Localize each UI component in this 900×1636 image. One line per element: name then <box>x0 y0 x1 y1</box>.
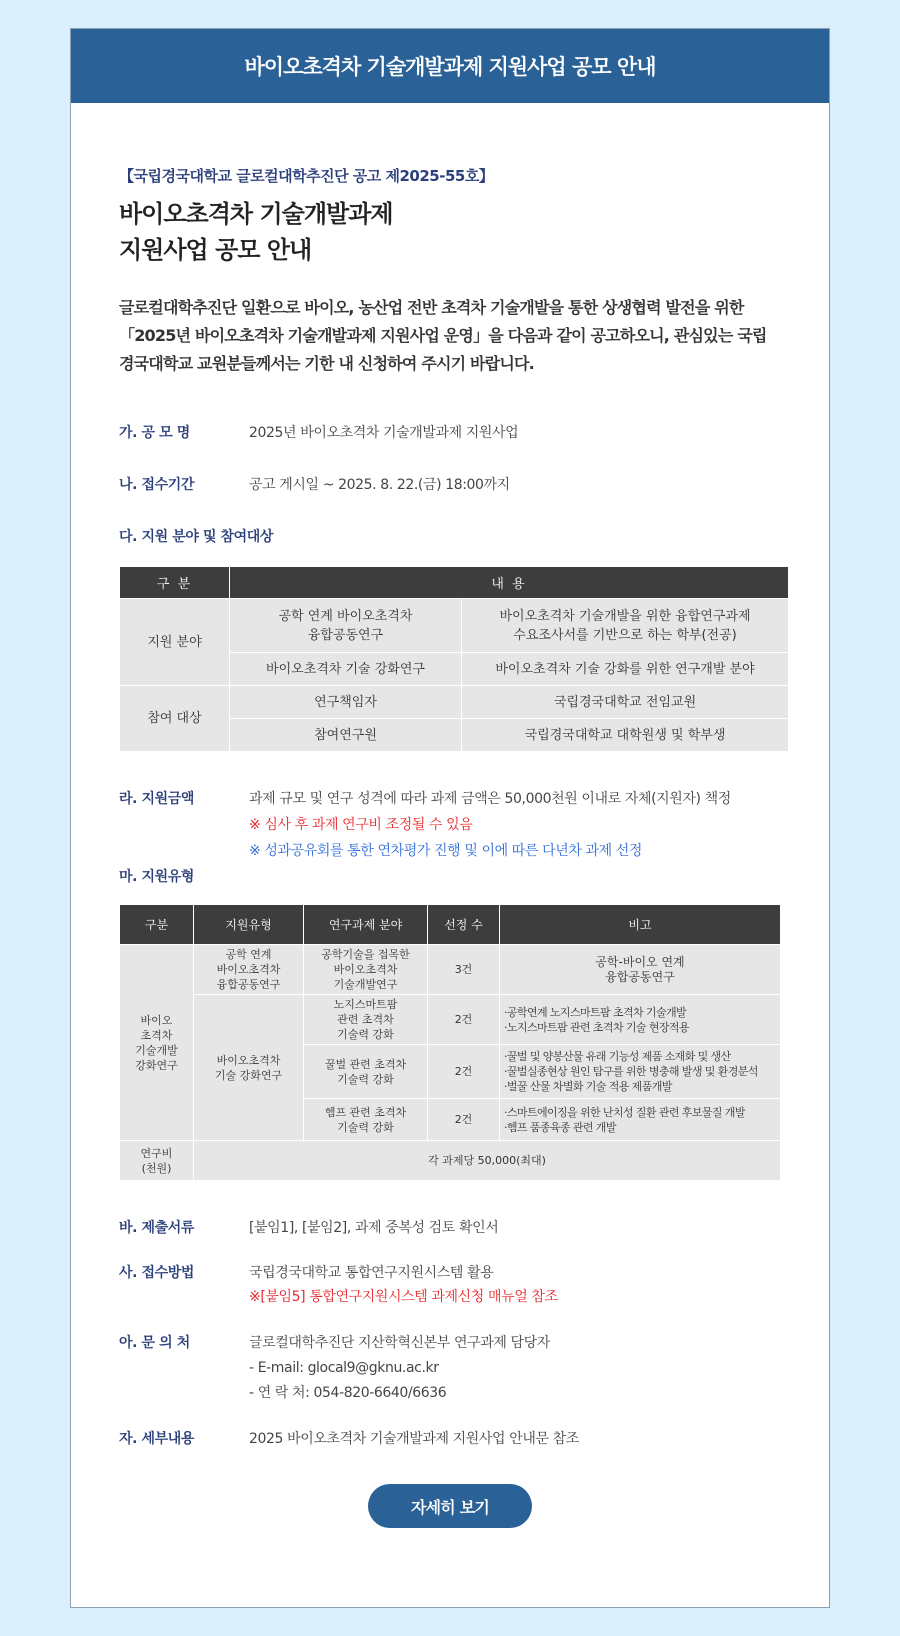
title-line2: 지원사업 공모 안내 <box>119 236 312 264</box>
table-cell: 연구책임자 <box>230 686 462 719</box>
table-header: 연구과제 분야 <box>304 905 428 945</box>
view-details-button[interactable]: 자세히 보기 <box>368 1484 532 1528</box>
header-bar <box>71 29 829 103</box>
table-cell: 바이오초격차 기술 강화연구 <box>194 995 304 1141</box>
table-cell: 공학-바이오 연계 융합공동연구 <box>500 945 781 995</box>
page-title <box>119 196 781 268</box>
table-cell: 2건 <box>428 995 500 1045</box>
section-sa <box>119 1261 781 1309</box>
section-value: 2025 바이오초격차 기술개발과제 지원사업 안내문 참조 <box>249 1431 579 1447</box>
table-cell: 꿀벌 관련 초격차 기술력 강화 <box>304 1045 428 1099</box>
section-ra <box>119 786 781 864</box>
intro-line1: 글로컬대학추진단 일환으로 바이오, 농산업 전반 초격차 기술개발을 통한 상생협력 발전을 위한 <box>119 298 744 317</box>
table-cell: 헴프 관련 초격차 기술력 강화 <box>304 1099 428 1141</box>
support-type-table <box>119 904 781 1181</box>
title-line1: 바이오초격차 기술개발과제 <box>119 200 393 228</box>
intro-text <box>119 294 781 378</box>
table-cell: 국립경국대학교 전임교원 <box>462 686 789 719</box>
budget-note-blue: ※ 성과공유회를 통한 연차평가 진행 및 이에 따른 다년차 과제 선정 <box>249 843 643 859</box>
table-cell: 참여 대상 <box>120 686 230 752</box>
table-cell: 2건 <box>428 1045 500 1099</box>
table-cell: 공학 연계 바이오초격차 융합공동연구 <box>230 599 462 653</box>
table-cell-category: 바이오 초격차 기술개발 강화연구 <box>120 945 194 1141</box>
table-cell: 연구비 (천원) <box>120 1141 194 1181</box>
section-ga <box>119 422 781 442</box>
section-value: 공고 게시일 ~ 2025. 8. 22.(금) 18:00까지 <box>249 477 510 493</box>
section-ja <box>119 1428 781 1448</box>
table-cell: 바이오초격차 기술 강화연구 <box>230 653 462 686</box>
section-value: 2025년 바이오초격차 기술개발과제 지원사업 <box>249 425 519 441</box>
section-label: 바. 제출서류 <box>119 1220 195 1236</box>
section-ba <box>119 1217 781 1237</box>
table-cell: 노지스마트팜 관련 초격차 기술력 강화 <box>304 995 428 1045</box>
intro-line2: 「2025년 바이오초격차 기술개발과제 지원사업 운영」을 다음과 같이 공고하오니, 관심있는 국립 <box>119 326 767 345</box>
table-cell: 공학기술을 접목한 바이오초격차 기술개발연구 <box>304 945 428 995</box>
contact-phone: - 연 락 처: 054-820-6640/6636 <box>249 1385 447 1401</box>
table-cell: ·꿀벌 및 양봉산물 유래 기능성 제품 소재화 및 생산 ·꿀벌실종현상 원인 탐구를 위한 병충해 발생 및 환경분석 ·벌꿀 산물 차별화 기술 적용 제품개발 <box>500 1045 781 1099</box>
table-header: 지원유형 <box>194 905 304 945</box>
section-label: 나. 접수기간 <box>119 477 195 493</box>
table-cell: 바이오초격차 기술 강화를 위한 연구개발 분야 <box>462 653 789 686</box>
budget-note-red: ※ 심사 후 과제 연구비 조정될 수 있음 <box>249 817 473 833</box>
table-cell: ·공학연계 노지스마트팜 초격차 기술개발 ·노지스마트팜 관련 초격차 기술 현장적용 <box>500 995 781 1045</box>
manual-note: ※[붙임5] 통합연구지원시스템 과제신청 매뉴얼 참조 <box>249 1289 558 1305</box>
table-cell: 각 과제당 50,000(최대) <box>194 1141 781 1181</box>
table-header: 내 용 <box>230 567 789 599</box>
table-cell: 바이오초격차 기술개발을 위한 융합연구과제 수요조사서를 기반으로 하는 학부(전공) <box>462 599 789 653</box>
header-title: 바이오초격차 기술개발과제 지원사업 공모 안내 <box>244 55 656 79</box>
section-value: 과제 규모 및 연구 성격에 따라 과제 금액은 50,000천원 이내로 자체(지원자) 책정 <box>249 791 731 807</box>
section-ma <box>119 866 781 886</box>
notice-card <box>70 28 830 1608</box>
table-header: 비고 <box>500 905 781 945</box>
section-label: 가. 공 모 명 <box>119 425 190 441</box>
support-field-table <box>119 566 789 752</box>
table-header: 구 분 <box>120 567 230 599</box>
section-na <box>119 474 781 494</box>
section-da <box>119 526 781 546</box>
table-cell: 국립경국대학교 대학원생 및 학부생 <box>462 719 789 752</box>
notice-number: 【국립경국대학교 글로컬대학추진단 공고 제2025-55호】 <box>119 167 494 185</box>
table-header: 선정 수 <box>428 905 500 945</box>
section-label: 마. 지원유형 <box>119 869 195 885</box>
section-value: [붙임1], [붙임2], 과제 중복성 검토 확인서 <box>249 1220 499 1236</box>
section-value: 글로컬대학추진단 지산학혁신본부 연구과제 담당자 <box>249 1335 550 1351</box>
table-cell: 공학 연계 바이오초격차 융합공동연구 <box>194 945 304 995</box>
table-cell: ·스마트에이징을 위한 난치성 질환 관련 후보물질 개발 ·헴프 품종육종 관련 개발 <box>500 1099 781 1141</box>
contact-email: - E-mail: glocal9@gknu.ac.kr <box>249 1360 439 1376</box>
section-label: 사. 접수방법 <box>119 1265 195 1281</box>
section-label: 라. 지원금액 <box>119 791 195 807</box>
table-cell: 3건 <box>428 945 500 995</box>
section-value: 국립경국대학교 통합연구지원시스템 활용 <box>249 1265 494 1281</box>
table-cell: 지원 분야 <box>120 599 230 686</box>
section-label: 자. 세부내용 <box>119 1431 195 1447</box>
section-label: 다. 지원 분야 및 참여대상 <box>119 529 274 545</box>
table-header: 구분 <box>120 905 194 945</box>
table-cell: 참여연구원 <box>230 719 462 752</box>
section-label: 아. 문 의 처 <box>119 1335 190 1351</box>
section-a <box>119 1331 781 1406</box>
table-cell: 2건 <box>428 1099 500 1141</box>
intro-line3: 경국대학교 교원분들께서는 기한 내 신청하여 주시기 바랍니다. <box>119 354 534 373</box>
